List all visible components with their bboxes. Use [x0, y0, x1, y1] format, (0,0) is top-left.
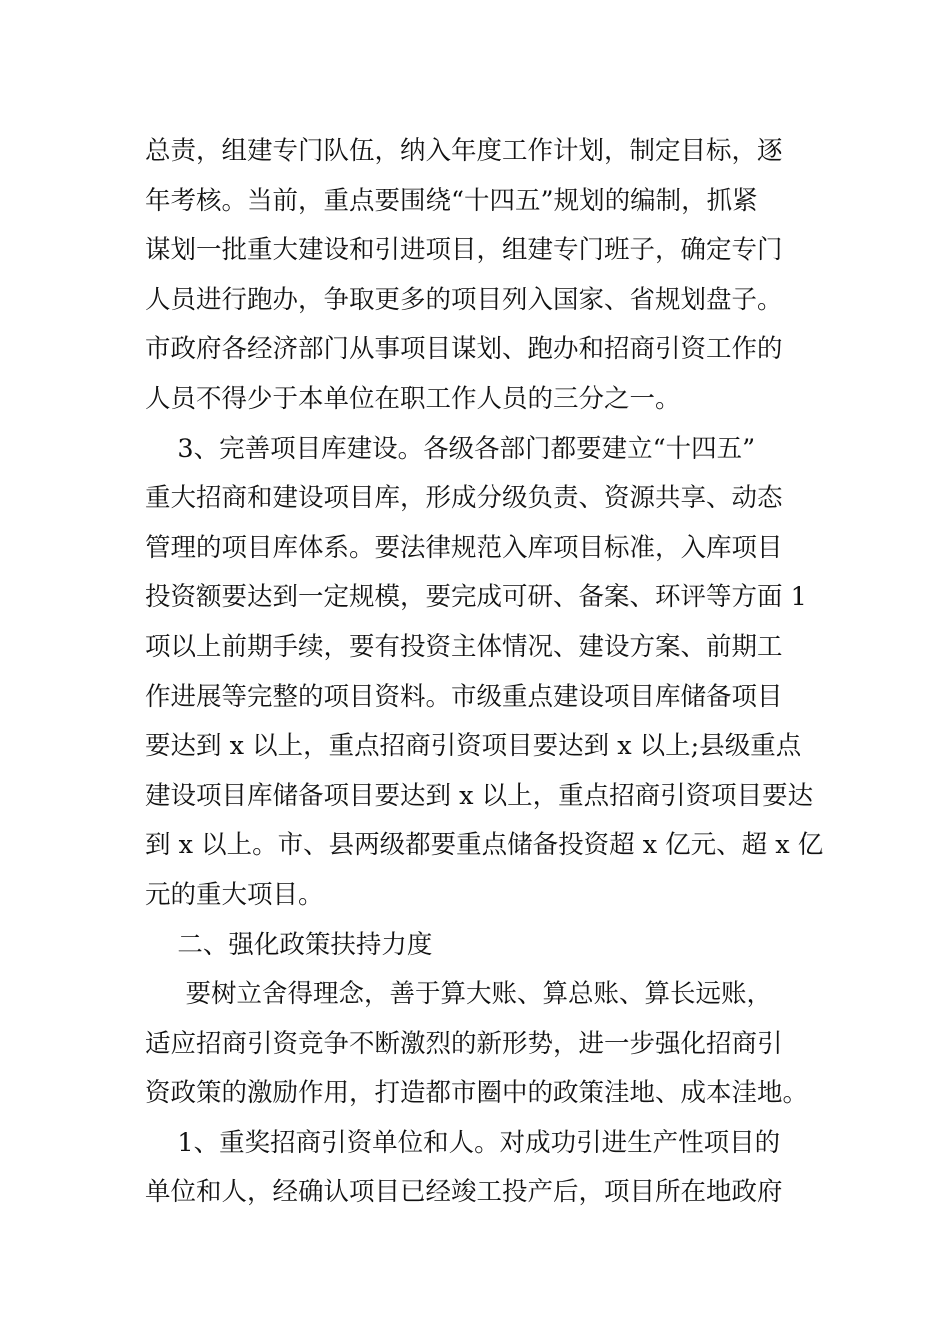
- text-line: 要树立舍得理念，善于算大账、算总账、算长远账，: [145, 979, 773, 1010]
- text-line: 管理的项目库体系。要法律规范入库项目标准，入库项目: [145, 532, 783, 563]
- text-line: 人员进行跑办，争取更多的项目列入国家、省规划盘子。: [145, 284, 783, 315]
- text-line: 适应招商引资竞争不断激烈的新形势，进一步强化招商引: [145, 1028, 783, 1059]
- text-line: 到 x 以上。市、县两级都要重点储备投资超 x 亿元、超 x 亿: [145, 830, 824, 861]
- text-line: 总责，组建专门队伍，纳入年度工作计划，制定目标，逐: [145, 136, 783, 166]
- text-line: 3、完善项目库建设。各级各部门都要建立“十四五”: [145, 433, 756, 464]
- text-line: 市政府各经济部门从事项目谋划、跑办和招商引资工作的: [145, 334, 783, 365]
- text-line: 作进展等完整的项目资料。市级重点建设项目库储备项目: [145, 681, 783, 712]
- text-line: 年考核。当前，重点要围绕“十四五”规划的编制，抓紧: [145, 185, 758, 216]
- text-line: 建设项目库储备项目要达到 x 以上，重点招商引资项目要达: [145, 780, 814, 811]
- text-line: 重大招商和建设项目库，形成分级负责、资源共享、动态: [145, 483, 783, 514]
- document-body: [145, 127, 824, 1218]
- text-line: 元的重大项目。: [145, 879, 324, 910]
- text-line: 项以上前期手续，要有投资主体情况、建设方案、前期工: [145, 631, 783, 662]
- text-line: 二、强化政策扶持力度: [145, 929, 433, 960]
- text-line: 要达到 x 以上，重点招商引资项目要达到 x 以上;县级重点: [145, 731, 802, 762]
- text-line: 1、重奖招商引资单位和人。对成功引进生产性项目的: [145, 1127, 781, 1158]
- text-line: 谋划一批重大建设和引进项目，组建专门班子，确定专门: [145, 235, 783, 266]
- text-line: 资政策的激励作用，打造都市圈中的政策洼地、成本洼地。: [145, 1078, 809, 1109]
- text-line: 投资额要达到一定规模，要完成可研、备案、环评等方面 1: [145, 582, 807, 613]
- text-line: 单位和人，经确认项目已经竣工投产后，项目所在地政府: [145, 1177, 783, 1208]
- text-line: 人员不得少于本单位在职工作人员的三分之一。: [145, 383, 681, 414]
